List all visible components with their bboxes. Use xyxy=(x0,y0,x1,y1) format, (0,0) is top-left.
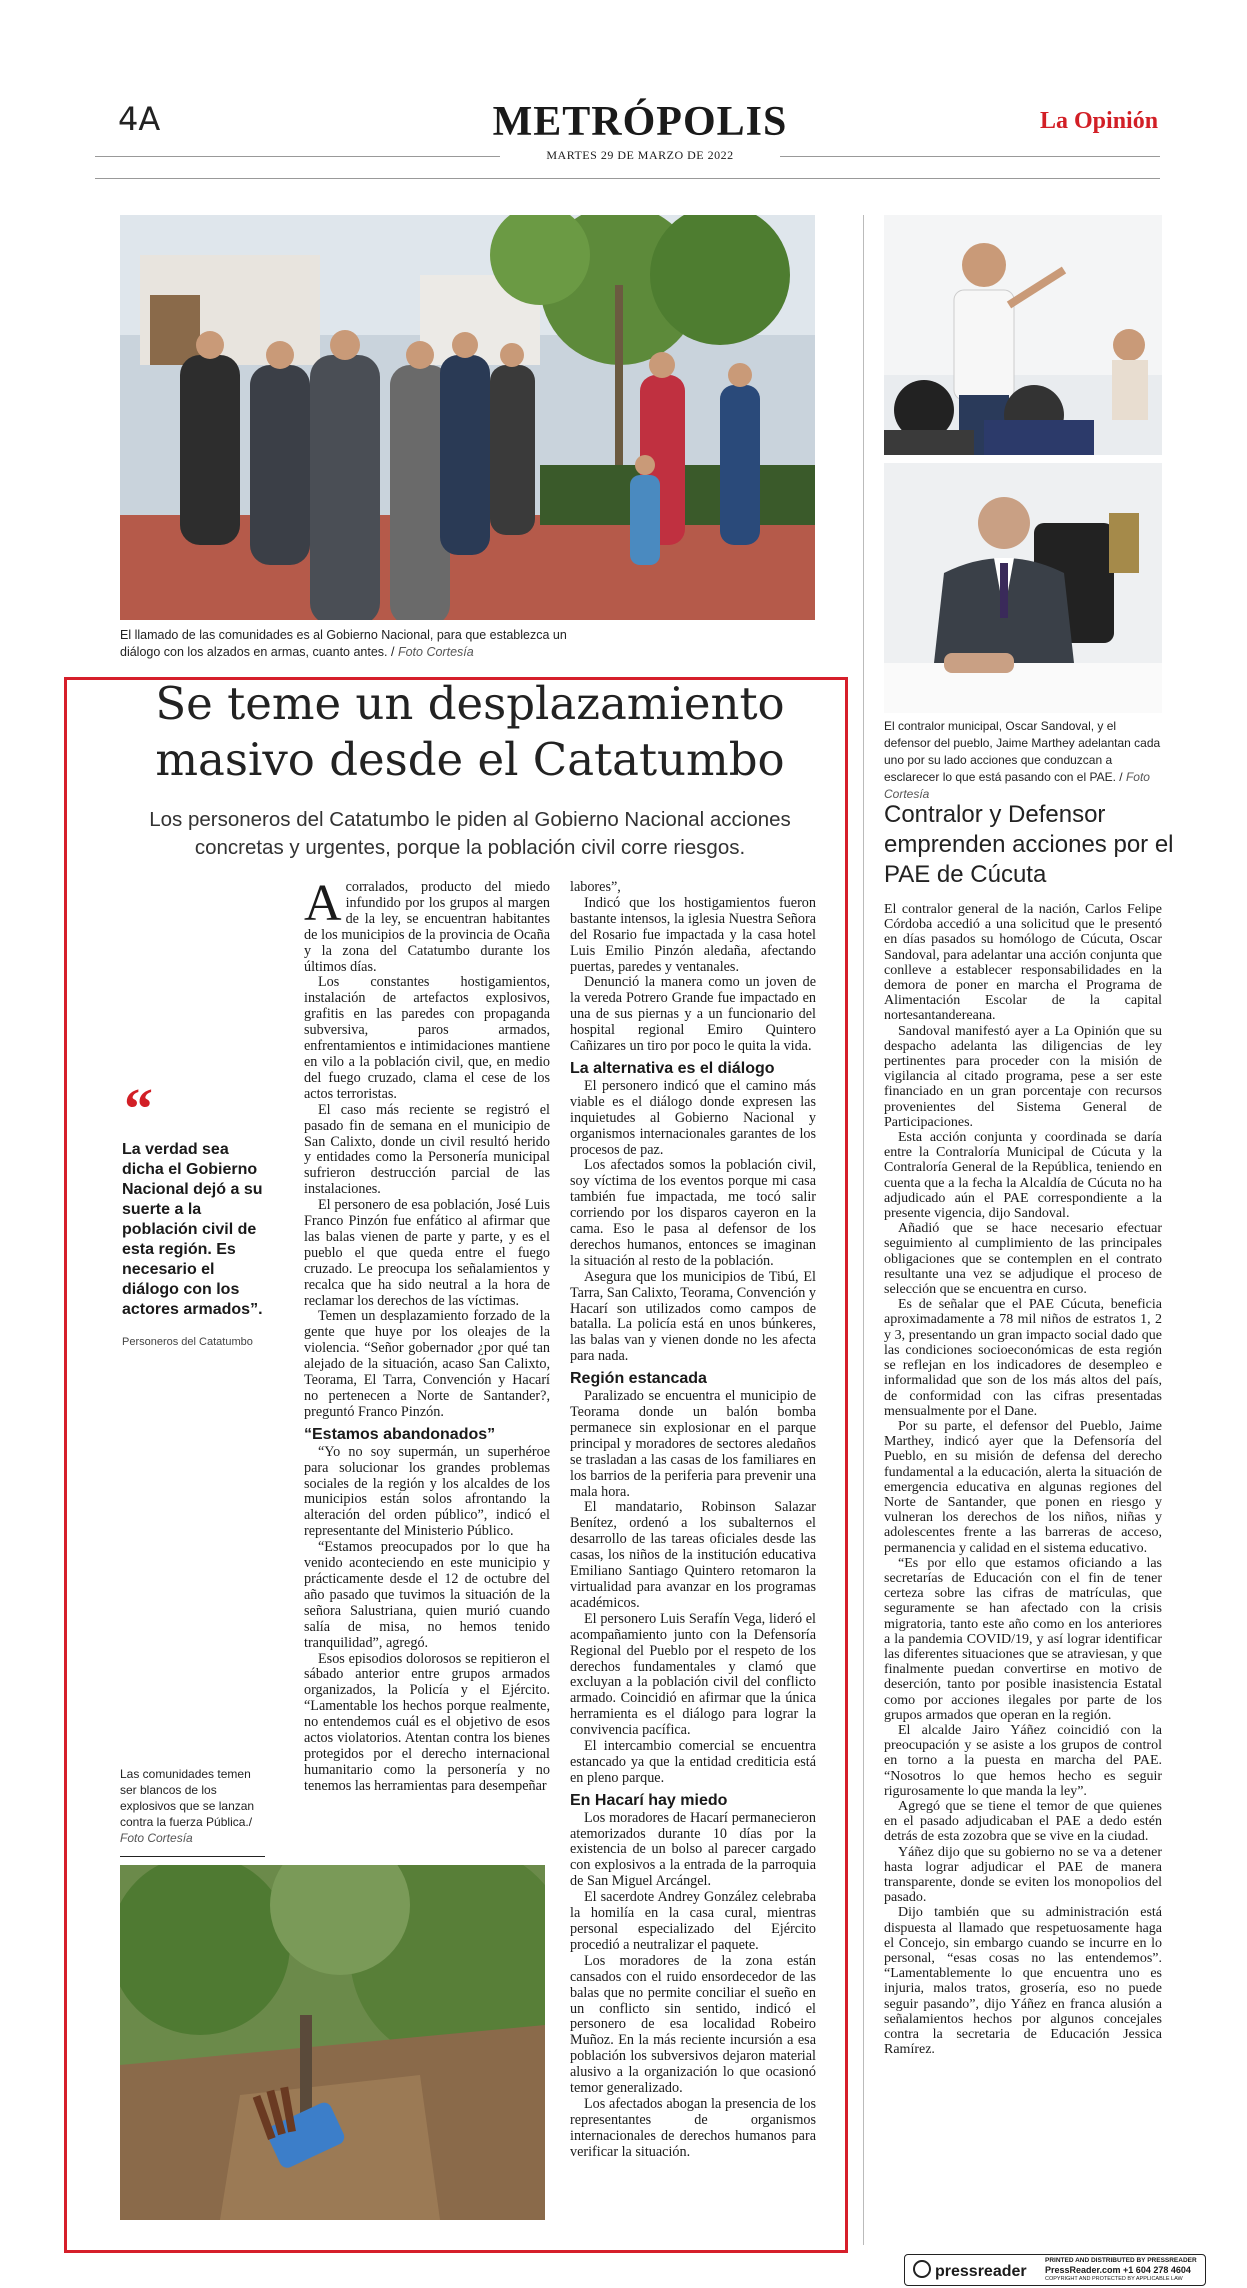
page-number: 4A xyxy=(118,100,161,138)
pressreader-logo: pressreader xyxy=(913,2260,1027,2281)
article-column-1 xyxy=(304,875,550,1795)
paragraph: corralados, producto del miedo infundido por los grupos al margen de la ley, se encuentran habitantes de los municipios de la provincia de Ocaña y la zona del Catatumbo durante los últimos días. xyxy=(304,879,550,975)
drop-cap: A xyxy=(304,875,342,932)
header-divider xyxy=(95,178,1160,179)
meeting-photo xyxy=(884,215,1162,455)
paragraph: El personero Luis Serafín Vega, lideró el acompañamiento junto con la Defensoría Regional del Pueblo por el respeto de los derechos fundamentales y clamó que excluyan a la población civil del conflicto armado. Coincidió en afirmar que la única herramienta es el diálogo para lograr la convivencia pacífica. xyxy=(570,1610,816,1739)
column-divider xyxy=(863,215,864,2245)
paragraph: “Estamos preocupados por lo que ha venido aconteciendo en este municipio y prácticamente desde el 12 de octubre del año pasado que tuvimos la situación de la señora Salustriana, quien murió cuando salía de misa, no hemos tenido tranquilidad”, agregó. xyxy=(304,1539,550,1651)
paragraph: Los moradores de Hacarí permanecieron atemorizados durante 10 días por la existencia de un bolso al parecer cargado con explosivos a la entrada de la parroquia de San Miguel Arcángel. xyxy=(570,1809,816,1890)
paragraph: Denunció la manera como un joven de la vereda Potrero Grande fue impactado en una de sus piernas y a un funcionario del hospital regional Emiro Quintero Cañizares un tiro por poco le quita la vida. xyxy=(570,974,816,1055)
paragraph: El contralor general de la nación, Carlos Felipe Córdoba accedió a una solicitud que le presentó en días pasados su homólogo de Cúcuta, Oscar Sandoval, para adelantar una acción conjunta que conlleve a establecer responsabilidades en la demora de poner en marcha el Programa de Alimentación Escolar de la capital nortesantandereana. xyxy=(884,902,1162,1024)
caption-credit: Foto Cortesía xyxy=(397,645,474,659)
pressreader-badge[interactable] xyxy=(904,2254,1206,2286)
side-photo-caption xyxy=(120,1766,270,1846)
side-article-caption-credit: Foto Cortesía xyxy=(884,770,1150,801)
newspaper-logo: La Opinión xyxy=(1040,108,1159,134)
paragraph: Agregó que se tiene el temor de que quienes en el pasado adjudicaban el PAE a dedo estén detrás de esta zozobra que se vive en la ciudad. xyxy=(884,1798,1162,1845)
top-photo-caption xyxy=(120,627,580,661)
main-headline: Se teme un desplazamiento masivo desde el Catatumbo xyxy=(155,677,785,786)
top-photo xyxy=(120,215,815,620)
issue-date: MARTES 29 DE MARZO DE 2022 xyxy=(500,148,780,163)
paragraph: Asegura que los municipios de Tibú, El Tarra, San Calixto, Teorama, Convención y Hacarí son utilizados como campos de batalla. La policía está en unos búnkeres, las balas van y vienen donde no les afecta para nada. xyxy=(570,1268,816,1365)
quote-mark-icon: “ xyxy=(124,1076,153,1141)
footer-line-3: COPYRIGHT AND PROTECTED BY APPLICABLE LAW xyxy=(1045,2276,1183,2282)
paragraph: El mandatario, Robinson Salazar Benítez, ordenó a los subalternos el desarrollo de las tareas oficiales desde las casas, los niños de la institución educativa Emiliano Santiago Quintero retomaron la virtualidad para avanzar en los programas académicos. xyxy=(570,1499,816,1611)
section-title: METRÓPOLIS xyxy=(492,99,788,145)
paragraph: labores”, xyxy=(570,879,621,895)
paragraph: “Es por ello que estamos oficiando a las secretarías de Educación con el fin de tener certeza sobre las cifras de matrículas, que seguramente se han afectado con la crisis migratoria, tanto este año como en los anteriores a la pandemia COVID/19, y así lograr identificar las diferentes situaciones que se atraviesan, y que finalmente puedan convertirse en motivo de deserción, tanto por posible inasistencia Estatal como por acciones ilegales por parte de los grupos armados que operan en la región. xyxy=(884,1555,1162,1723)
controller-photo xyxy=(884,463,1162,713)
date-rule-left xyxy=(95,156,535,157)
explosive-photo xyxy=(120,1865,545,2220)
main-deck: Los personeros del Catatumbo le piden al Gobierno Nacional acciones concretas y urgentes, porque la población civil corre riesgos. xyxy=(149,808,791,859)
paragraph: Temen un desplazamiento forzado de la gente que huye por los oleajes de la violencia. “Señor gobernador ¿por qué tan alejado de la situación, acaso San Calixto, Teorama, El Tarra, Convención y Hacarí no pertenecen a Norte de Santander?, preguntó Franco Pinzón. xyxy=(304,1308,550,1420)
paragraph: Los constantes hostigamientos, instalación de artefactos explosivos, grafitis en las paredes con propaganda subversiva, paros armados, enfrentamientos e intimidaciones mantiene en vilo a la población civil, que, en medio del fuego cruzado, clama el cese de los actos terroristas. xyxy=(304,974,550,1102)
paragraph: El alcalde Jairo Yáñez coincidió con la preocupación y se asiste a los grupos de control en torno a la puesta en marcha del PAE. “Nosotros lo que hemos hecho es seguir rigurosamente lo que manda la ley”. xyxy=(884,1722,1162,1799)
side-caption-credit: Foto Cortesía xyxy=(120,1831,193,1845)
pull-quote: La verdad sea dicha el Gobierno Nacional dejó a su suerte a la población civil de esta región. Es necesario el diálogo con los actores armados”. xyxy=(122,1141,263,1318)
paragraph: Sandoval manifestó ayer a La Opinión que su despacho adelanta las diligencias de ley pertinentes para proceder con la misión de vigilancia al citado programa, pese a ser este financiado en un gran porcentaje con recursos provenientes del Sistema General de Participaciones. xyxy=(884,1023,1162,1130)
paragraph: Añadió que se hace necesario efectuar seguimiento al cumplimiento de las principales obligaciones que se contemplen en el contrato resultante una vez se adjudique el proceso de selección que se encuentra en curso. xyxy=(884,1221,1162,1298)
paragraph: Yáñez dijo que su gobierno no se va a detener hasta lograr adjudicar el PAE de manera transparente, donde se eviten los monopolios del pasado. xyxy=(884,1844,1162,1906)
paragraph: El intercambio comercial se encuentra estancado ya que la entidad crediticia está en pleno parque. xyxy=(570,1738,816,1786)
paragraph: Dijo también que su administración está dispuesta al llamado que respetuosamente haga el Concejo, sin embargo cuando se incurre en lo personal, “esas cosas no las entendemos”. “Lamentablemente lo que encuentra uno es injuria, malos tratos, grosería, eso no puede seguir pasando”, dijo Yáñez en franca alusión a señalamientos hechos por algunos concejales contra la secretaria de Educación Jessica Ramírez. xyxy=(884,1905,1162,2058)
paragraph: Paralizado se encuentra el municipio de Teorama donde un balón bomba permanece sin explosionar en el parque principal y moradores de sectores aledaños se trasladan a las casas de los familiares en los barrios de la periferia para prevenir una mala hora. xyxy=(570,1388,816,1500)
subheading: “Estamos abandonados” xyxy=(304,1425,496,1443)
pull-quote-source: Personeros del Catatumbo xyxy=(122,1336,253,1348)
subheading: En Hacarí hay miedo xyxy=(570,1791,728,1809)
footer-line-2: PressReader.com +1 604 278 4604 xyxy=(1045,2265,1191,2275)
subheading: La alternativa es el diálogo xyxy=(570,1059,775,1077)
paragraph: Esos episodios dolorosos se repitieron el sábado anterior entre grupos armados organizados, la Policía y el Ejército. “Lamentable los hechos porque realmente, no entendemos cuál es el objetivo de esos actos violatorios. Atentan contra los bienes protegidos por el derecho internacional humanitario como la personería y no tenemos las herramientas para desempeñar xyxy=(304,1650,550,1794)
paragraph: El personero de esa población, José Luis Franco Pinzón fue enfático al afirmar que las balas vienen de parte y parte, y es el pueblo el que queda entre el fuego cruzado. Le preocupa los señalamientos y recalca que ha sido neutral a la hora de reclamar los derechos de las víctimas. xyxy=(304,1197,550,1309)
date-rule-right xyxy=(745,156,1160,157)
article-column-2 xyxy=(570,880,816,2161)
subheading: Región estancada xyxy=(570,1370,707,1388)
paragraph: Esta acción conjunta y coordinada se daría entre la Contraloría Municipal de Cúcuta y la Contraloría General de la República, teniendo en cuenta que a la fecha la Alcaldía de Cúcuta no ha adjudicado aún el PAE correspondiente a la presente vigencia, dijo Sandoval. xyxy=(884,1130,1162,1222)
footer-line-1: PRINTED AND DISTRIBUTED BY PRESSREADER xyxy=(1045,2257,1197,2264)
paragraph: Por su parte, el defensor del Pueblo, Jaime Marthey, indicó ayer que la Defensoría del Pueblo, en su misión de defensa del derecho fundamental a la educación, alerta la situación de emergencia educativa en algunas regiones del Norte de Santander, que ponen en riesgo y vulneran los derechos de los niños, niñas y adolescentes frente a las barreras de acceso, permanencia y calidad en el sistema educativo. xyxy=(884,1418,1162,1556)
paragraph: Los afectados abogan la presencia de los representantes de organismos internacionales de derechos humanos para verificar la situación. xyxy=(570,2095,816,2160)
paragraph: Es de señalar que el PAE Cúcuta, beneficia aproximadamente a 78 mil niños de estratos 1, 2 y 3, presentando un gran impacto social dado que las condiciones socioeconómicas de esta región se reflejan en los indicadores de desempleo e informalidad que son de los más altos del país, de conformidad con las cifras presentadas mensualmente por el Dane. xyxy=(884,1297,1162,1419)
side-article-headline: Contralor y Defensor emprenden acciones por el PAE de Cúcuta xyxy=(884,801,1174,888)
side-article-caption xyxy=(884,718,1162,803)
caption-text: El llamado de las comunidades es al Gobierno Nacional, para que establezca un diálogo con los alzados en armas, cuanto antes. / xyxy=(120,628,567,659)
caption-rule xyxy=(120,1856,265,1857)
side-caption-text: Las comunidades temen ser blancos de los explosivos que se lanzan contra la fuerza Pública./ xyxy=(120,1767,255,1829)
side-article-caption-text: El contralor municipal, Oscar Sandoval, y el defensor del pueblo, Jaime Marthey adelantan cada uno por su lado acciones que conduzcan a esclarecer lo que está pasando con el PAE. / xyxy=(884,719,1161,784)
paragraph: Los afectados somos la población civil, soy víctima de los eventos porque mi casa también fue impactada, me tocó salir corriendo por los disparos cayeron en la cama. Eso le pasa al defensor de los derechos humanos, entonces se imaginan la situación al resto de la población. xyxy=(570,1157,816,1269)
paragraph: El personero indicó que el camino más viable es el diálogo donde expresen las inquietudes al Gobierno Nacional y organismos internacionales garantes de los procesos de paz. xyxy=(570,1077,816,1158)
paragraph: El sacerdote Andrey González celebraba la homilía en la casa cural, mientras personal especializado del Ejército procedió a neutralizar el paquete. xyxy=(570,1889,816,1953)
paragraph: Indicó que los hostigamientos fueron bastante intensos, la iglesia Nuestra Señora del Rosario fue impactada y la casa hotel Luis Emilio Pinzón aledaña, afectando puertas, paredes y ventanales. xyxy=(570,894,816,975)
pressreader-icon xyxy=(913,2260,931,2278)
paragraph: El caso más reciente se registró el pasado fin de semana en el municipio de San Calixto, donde un civil resultó herido y entidades como la Personería municipal sufrieron destrucción parcial de las instalaciones. xyxy=(304,1101,550,1198)
paragraph: Los moradores de la zona están cansados con el ruido ensordecedor de las balas que no permite conciliar el sueño en un conflicto sin sentido, indicó el personero de esa localidad Robeiro Muñoz. En la más reciente incursión a esa población los subversivos dejaron material alusivo a la organización lo que ocasionó temor generalizado. xyxy=(570,1952,816,2097)
paragraph: “Yo no soy supermán, un superhéroe para solucionar los grandes problemas sociales de la región y los alcaldes de los municipios están solos afrontando la alteración del orden público”, indicó el representante del Ministerio Público. xyxy=(304,1443,550,1540)
side-article-body xyxy=(884,902,1162,2057)
